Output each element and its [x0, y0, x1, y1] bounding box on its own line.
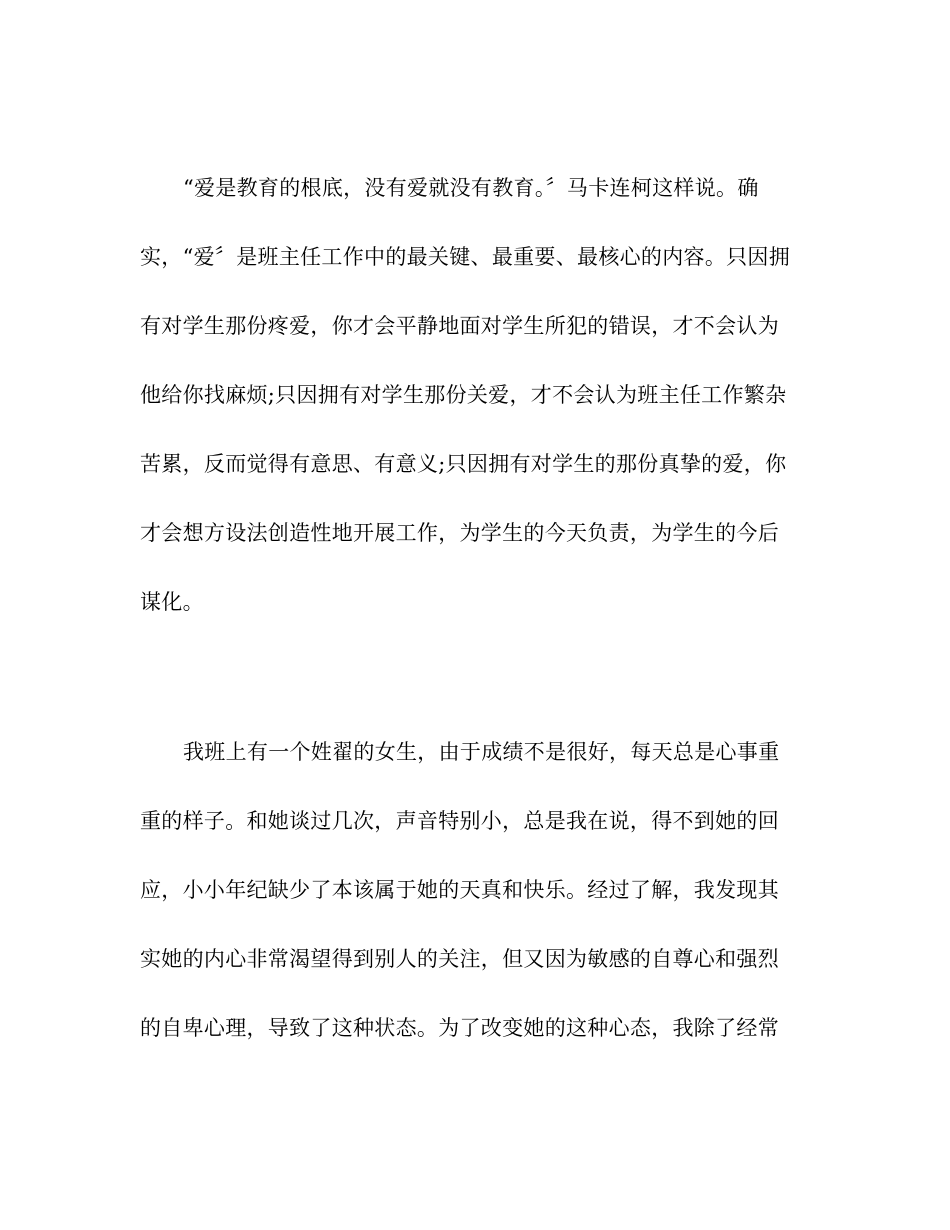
paragraph-line: 重的样子。和她谈过几次，声音特别小，总是我在说，得不到她的回 [140, 809, 779, 833]
paragraph-line: 实，“爱〞是班主任工作中的最关键、最重要、最核心的内容。只因拥 [140, 245, 791, 269]
paragraph-line: 有对学生那份疼爱，你才会平静地面对学生所犯的错误，才不会认为 [140, 314, 779, 338]
paragraph-line: 谋化。 [140, 590, 204, 614]
paragraph-line: 他给你找麻烦;只因拥有对学生那份关爱，才不会认为班主任工作繁杂 [140, 383, 787, 407]
paragraph-line: 的自卑心理，导致了这种状态。为了改变她的这种心态，我除了经常 [140, 1016, 779, 1040]
paragraph-line: 应，小小年纪缺少了本该属于她的天真和快乐。经过了解，我发现其 [140, 878, 779, 902]
paragraph-line: “爱是教育的根底，没有爱就没有教育。〞马卡连柯这样说。确 [183, 176, 759, 200]
paragraph-line: 实她的内心非常渴望得到别人的关注，但又因为敏感的自尊心和强烈 [140, 947, 779, 971]
paragraph-line: 我班上有一个姓翟的女生，由于成绩不是很好，每天总是心事重 [183, 740, 780, 764]
paragraph-line: 才会想方设法创造性地开展工作，为学生的今天负责，为学生的今后 [140, 521, 779, 545]
paragraph-line: 苦累，反而觉得有意思、有意义;只因拥有对学生的那份真挚的爱，你 [140, 452, 787, 476]
